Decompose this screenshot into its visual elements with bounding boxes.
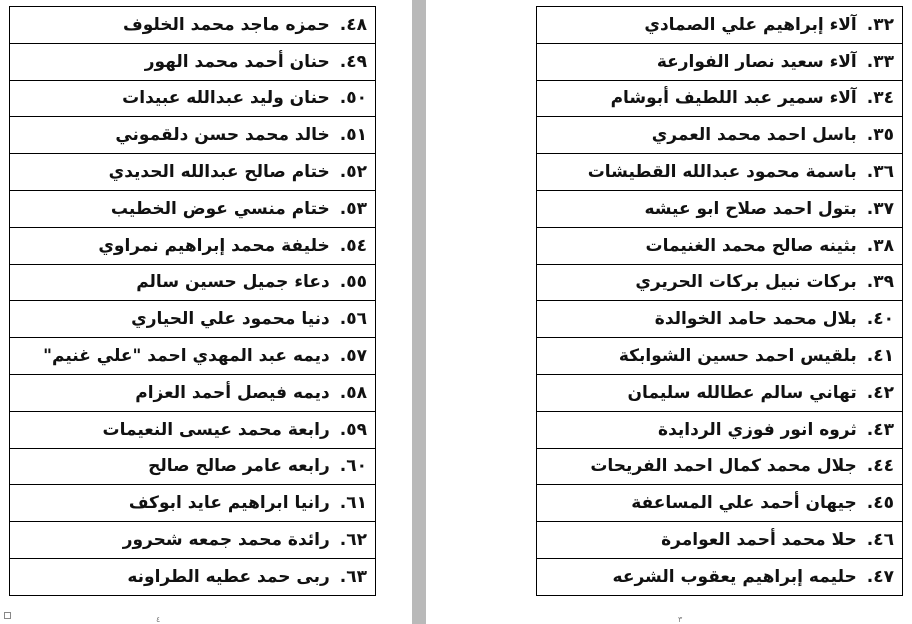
entry-name: دعاء جميل حسين سالم <box>136 272 330 293</box>
entry-name: ديمه فيصل أحمد العزام <box>135 382 330 403</box>
table-row <box>10 80 376 117</box>
name-cell <box>537 374 903 411</box>
entry-number: ٥٩. <box>339 419 367 440</box>
name-cell <box>10 448 376 485</box>
entry-number: ٥٣. <box>339 198 367 219</box>
entry-name: ختام صالح عبدالله الحديدي <box>108 162 330 183</box>
entry-name: ربى حمد عطيه الطراونه <box>127 566 330 587</box>
entry-name: باسمة محمود عبدالله القطيشات <box>587 162 857 183</box>
entry-number: ٦١. <box>339 493 367 514</box>
entry-name: جلال محمد كمال احمد الفريحات <box>590 456 857 477</box>
name-cell <box>537 338 903 375</box>
entry-number: ٣٢. <box>866 14 894 35</box>
entry-name: بثينه صالح محمد الغنيمات <box>645 235 857 256</box>
entry-number: ٦٢. <box>339 530 367 551</box>
entry-name: دنيا محمود علي الحياري <box>131 309 330 330</box>
name-cell <box>537 43 903 80</box>
page-number-left: ٤ <box>156 615 161 624</box>
left-page <box>0 0 412 624</box>
table-row <box>537 374 903 411</box>
entry-number: ٤٥. <box>866 493 894 514</box>
entry-name: بلقيس احمد حسين الشوابكة <box>618 346 857 367</box>
name-cell <box>537 301 903 338</box>
entry-name: آلاء إبراهيم علي الصمادي <box>644 14 857 35</box>
name-cell <box>537 264 903 301</box>
table-row <box>10 227 376 264</box>
entry-name: رانيا ابراهيم عايد ابوكف <box>128 493 330 514</box>
name-cell <box>10 558 376 595</box>
entry-number: ٤٧. <box>866 566 894 587</box>
entry-name: ختام منسي عوض الخطيب <box>110 198 330 219</box>
name-cell <box>10 301 376 338</box>
entry-name: تهاني سالم عطالله سليمان <box>627 382 857 403</box>
table-row <box>10 264 376 301</box>
name-cell <box>537 117 903 154</box>
table-row <box>537 301 903 338</box>
entry-name: حنان أحمد محمد الهور <box>144 51 330 72</box>
entry-number: ٥٧. <box>339 346 367 367</box>
entry-number: ٥٠. <box>339 88 367 109</box>
name-cell <box>537 448 903 485</box>
entry-number: ٣٧. <box>866 198 894 219</box>
table-row <box>537 117 903 154</box>
name-cell <box>10 80 376 117</box>
entry-number: ٥٦. <box>339 309 367 330</box>
entry-number: ٣٦. <box>866 162 894 183</box>
name-cell <box>10 227 376 264</box>
entry-number: ٣٥. <box>866 125 894 146</box>
entry-number: ٥٤. <box>339 235 367 256</box>
table-row <box>10 558 376 595</box>
entry-name: رابعه عامر صالح صالح <box>148 456 330 477</box>
entry-number: ٣٣. <box>866 51 894 72</box>
entry-name: آلاء سمير عبد اللطيف أبوشام <box>610 88 857 109</box>
table-row <box>10 448 376 485</box>
name-cell <box>10 43 376 80</box>
page-number-right: ٣ <box>678 615 683 624</box>
entry-name: ثروه انور فوزي الردايدة <box>658 419 857 440</box>
table-row <box>10 485 376 522</box>
table-row <box>537 43 903 80</box>
table-row <box>537 448 903 485</box>
names-table-right <box>536 6 903 596</box>
entry-number: ٤٢. <box>866 382 894 403</box>
entry-number: ٥٢. <box>339 162 367 183</box>
table-row <box>537 558 903 595</box>
table-row <box>10 7 376 44</box>
entry-number: ٥١. <box>339 125 367 146</box>
name-cell <box>537 485 903 522</box>
entry-name: حليمه إبراهيم يعقوب الشرعه <box>612 566 857 587</box>
name-cell <box>537 558 903 595</box>
entry-number: ٤٨. <box>339 14 367 35</box>
entry-name: بلال محمد حامد الخوالدة <box>654 309 857 330</box>
entry-name: حنان وليد عبدالله عبيدات <box>122 88 330 109</box>
entry-number: ٥٥. <box>339 272 367 293</box>
table-row <box>537 485 903 522</box>
entry-name: آلاء سعيد نصار الفوارعة <box>656 51 857 72</box>
entry-name: بركات نبيل بركات الحريري <box>635 272 857 293</box>
table-row <box>10 117 376 154</box>
name-cell <box>10 264 376 301</box>
right-page <box>426 0 912 624</box>
page-divider <box>412 0 426 624</box>
table-row <box>10 522 376 559</box>
entry-number: ٣٨. <box>866 235 894 256</box>
table-row <box>537 264 903 301</box>
name-cell <box>10 338 376 375</box>
entry-number: ٦٠. <box>339 456 367 477</box>
entry-name: رابعة محمد عيسى النعيمات <box>102 419 330 440</box>
table-row <box>10 374 376 411</box>
table-row <box>10 43 376 80</box>
table-row <box>537 80 903 117</box>
entry-number: ٣٩. <box>866 272 894 293</box>
name-cell <box>10 411 376 448</box>
entry-number: ٤٠. <box>866 309 894 330</box>
corner-mark <box>4 612 11 619</box>
entry-name: باسل احمد محمد العمري <box>651 125 857 146</box>
table-row <box>10 190 376 227</box>
name-cell <box>537 80 903 117</box>
entry-name: بتول احمد صلاح ابو عيشه <box>644 198 857 219</box>
entry-name: رائدة محمد جمعه شحرور <box>122 530 330 551</box>
entry-number: ٣٤. <box>866 88 894 109</box>
table-row <box>10 411 376 448</box>
names-table-right-body <box>537 7 903 596</box>
entry-name: جيهان أحمد علي المساعفة <box>631 493 857 514</box>
entry-number: ٤٩. <box>339 51 367 72</box>
table-row <box>537 7 903 44</box>
entry-number: ٥٨. <box>339 382 367 403</box>
table-row <box>10 301 376 338</box>
name-cell <box>537 190 903 227</box>
name-cell <box>10 522 376 559</box>
name-cell <box>10 7 376 44</box>
table-row <box>537 190 903 227</box>
name-cell <box>537 411 903 448</box>
table-row <box>537 338 903 375</box>
table-row <box>10 338 376 375</box>
entry-number: ٤٤. <box>866 456 894 477</box>
entry-name: خليفة محمد إبراهيم نمراوي <box>98 235 330 256</box>
entry-name: حلا محمد أحمد العوامرة <box>661 530 857 551</box>
entry-number: ٤٦. <box>866 530 894 551</box>
name-cell <box>10 154 376 191</box>
name-cell <box>537 522 903 559</box>
entry-name: حمزه ماجد محمد الخلوف <box>122 14 330 35</box>
name-cell <box>537 227 903 264</box>
name-cell <box>10 190 376 227</box>
table-row <box>10 154 376 191</box>
table-row <box>537 411 903 448</box>
entry-name: خالد محمد حسن دلقموني <box>115 125 330 146</box>
name-cell <box>10 485 376 522</box>
entry-number: ٦٣. <box>339 566 367 587</box>
table-row <box>537 227 903 264</box>
entry-name: ديمه عبد المهدي احمد "علي غنيم" <box>43 346 330 367</box>
names-table-left-body <box>10 7 376 596</box>
name-cell <box>10 374 376 411</box>
names-table-left <box>9 6 376 596</box>
entry-number: ٤١. <box>866 346 894 367</box>
name-cell <box>537 7 903 44</box>
entry-number: ٤٣. <box>866 419 894 440</box>
name-cell <box>10 117 376 154</box>
table-row <box>537 154 903 191</box>
name-cell <box>537 154 903 191</box>
table-row <box>537 522 903 559</box>
